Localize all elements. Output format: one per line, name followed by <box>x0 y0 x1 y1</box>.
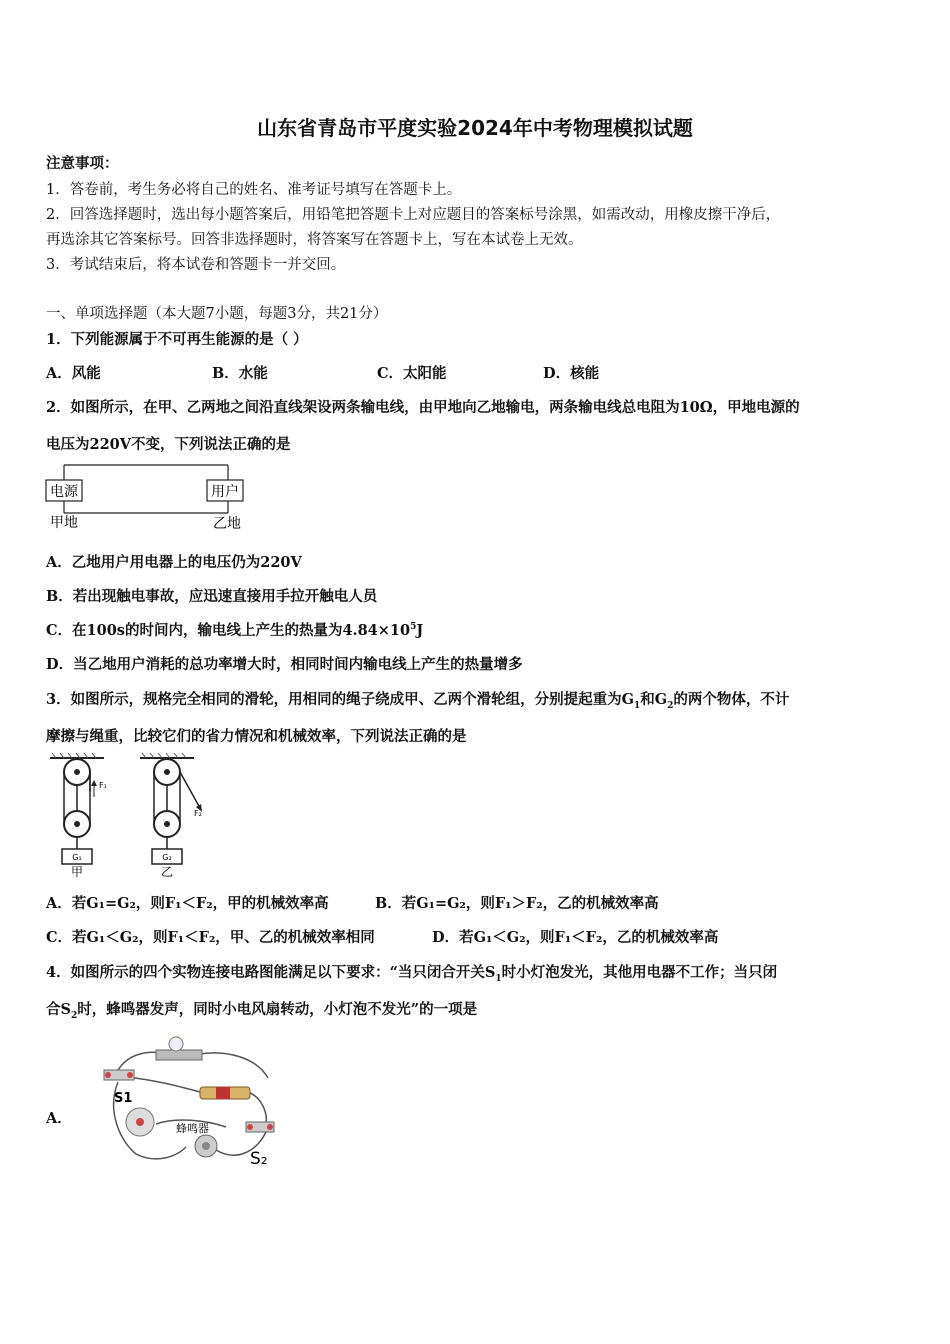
q2-option-d[interactable]: D．当乙地用户消耗的总功率增大时，相同时间内输电线上产生的热量增多 <box>46 656 523 673</box>
notice-heading: 注意事项： <box>46 155 119 172</box>
q3-stem-part: 和G <box>640 691 668 708</box>
question-2-stem-cont: 电压为220V不变，下列说法正确的是 <box>46 436 291 453</box>
q4-stem-part: 时，蜂鸣器发声，同时小电风扇转动，小灯泡不发光”的一项是 <box>77 1001 478 1018</box>
buzzer-label: 蜂鸣器 <box>176 1122 209 1135</box>
subscript: 1 <box>495 973 502 984</box>
question-4-stem <box>46 961 777 984</box>
switch-s1-label: S1 <box>114 1091 133 1106</box>
force-f1-label: F₁ <box>99 781 107 790</box>
section-heading: 一、单项选择题（本大题7小题，每题3分，共21分） <box>46 306 388 322</box>
weight-g2-label: G₂ <box>162 853 172 862</box>
notice-item: 再选涂其它答案标号。回答非选择题时，将答案写在答题卡上，写在本试卷上无效。 <box>46 232 583 248</box>
q2-option-b[interactable]: B．若出现触电事故，应迅速直接用手拉开触电人员 <box>46 588 378 605</box>
q3-stem-part: 的两个物体，不计 <box>673 691 790 708</box>
force-f2-label: F₂ <box>194 809 202 818</box>
q2-option-c-exponent: 5 <box>410 622 417 633</box>
q4-option-a[interactable]: A． <box>46 1110 72 1127</box>
pulley-system-figure <box>44 752 224 880</box>
place-a-label: 甲地 <box>50 515 78 531</box>
q1-option-a[interactable]: A．风能 <box>46 365 101 382</box>
q1-option-b[interactable]: B．水能 <box>212 365 268 382</box>
q4-stem-part: 4．如图所示的四个实物连接电路图能满足以下要求：“当只闭合开关S <box>46 964 496 981</box>
place-b-label: 乙地 <box>213 516 241 532</box>
subscript: 1 <box>633 700 641 711</box>
weight-g1-label: G₁ <box>72 853 82 862</box>
user-label: 用户 <box>211 484 239 500</box>
q1-option-d[interactable]: D．核能 <box>543 365 600 382</box>
q1-option-c[interactable]: C．太阳能 <box>377 365 447 382</box>
question-3-stem <box>46 688 789 711</box>
q3-stem-part: 3．如图所示，规格完全相同的滑轮，用相同的绳子绕成甲、乙两个滑轮组，分别提起重为G <box>46 691 634 708</box>
question-1-stem: 1．下列能源属于不可再生能源的是（ ） <box>46 331 308 348</box>
q2-option-c-unit: J <box>416 622 424 639</box>
power-source-label: 电源 <box>50 484 78 500</box>
circuit-photo-figure <box>96 1032 286 1172</box>
q3-option-b[interactable]: B．若G₁=G₂，则F₁＞F₂，乙的机械效率高 <box>375 895 659 912</box>
system-right-label: 乙 <box>160 865 174 879</box>
q3-option-a[interactable]: A．若G₁=G₂，则F₁＜F₂，甲的机械效率高 <box>46 895 329 912</box>
notice-item: 3．考试结束后，将本试卷和答题卡一并交回。 <box>46 257 346 273</box>
subscript: 2 <box>70 1010 78 1021</box>
q2-option-a[interactable]: A．乙地用户用电器上的电压仍为220V <box>46 554 302 571</box>
transmission-line-figure <box>44 460 254 535</box>
question-2-stem: 2．如图所示，在甲、乙两地之间沿直线架设两条输电线，由甲地向乙地输电，两条输电线总电阻为10Ω，甲地电源的 <box>46 399 800 416</box>
notice-item: 1．答卷前，考生务必将自己的姓名、准考证号填写在答题卡上。 <box>46 182 462 198</box>
q4-stem-part: 时小灯泡发光，其他用电器不工作；当只闭 <box>501 964 778 981</box>
q2-option-c-text: C．在100s的时间内，输电线上产生的热量为4.84×10 <box>46 622 411 639</box>
q3-option-d[interactable]: D．若G₁＜G₂，则F₁＜F₂，乙的机械效率高 <box>432 929 719 946</box>
switch-s2-label: S₂ <box>250 1149 268 1169</box>
page-title: 山东省青岛市平度实验2024年中考物理模拟试题 <box>257 116 693 140</box>
question-3-stem-cont: 摩擦与绳重，比较它们的省力情况和机械效率，下列说法正确的是 <box>46 728 467 745</box>
notice-item: 2．回答选择题时，选出每小题答案后，用铅笔把答题卡上对应题目的答案标号涂黑，如需改动，用橡皮擦干净后， <box>46 207 781 223</box>
system-left-label: 甲 <box>70 865 84 879</box>
q2-option-c[interactable] <box>46 619 423 640</box>
subscript: 2 <box>667 700 674 711</box>
q3-option-c[interactable]: C．若G₁＜G₂，则F₁＜F₂，甲、乙的机械效率相同 <box>46 929 375 946</box>
question-4-stem-cont <box>46 998 477 1021</box>
q4-stem-part: 合S <box>46 1001 71 1018</box>
